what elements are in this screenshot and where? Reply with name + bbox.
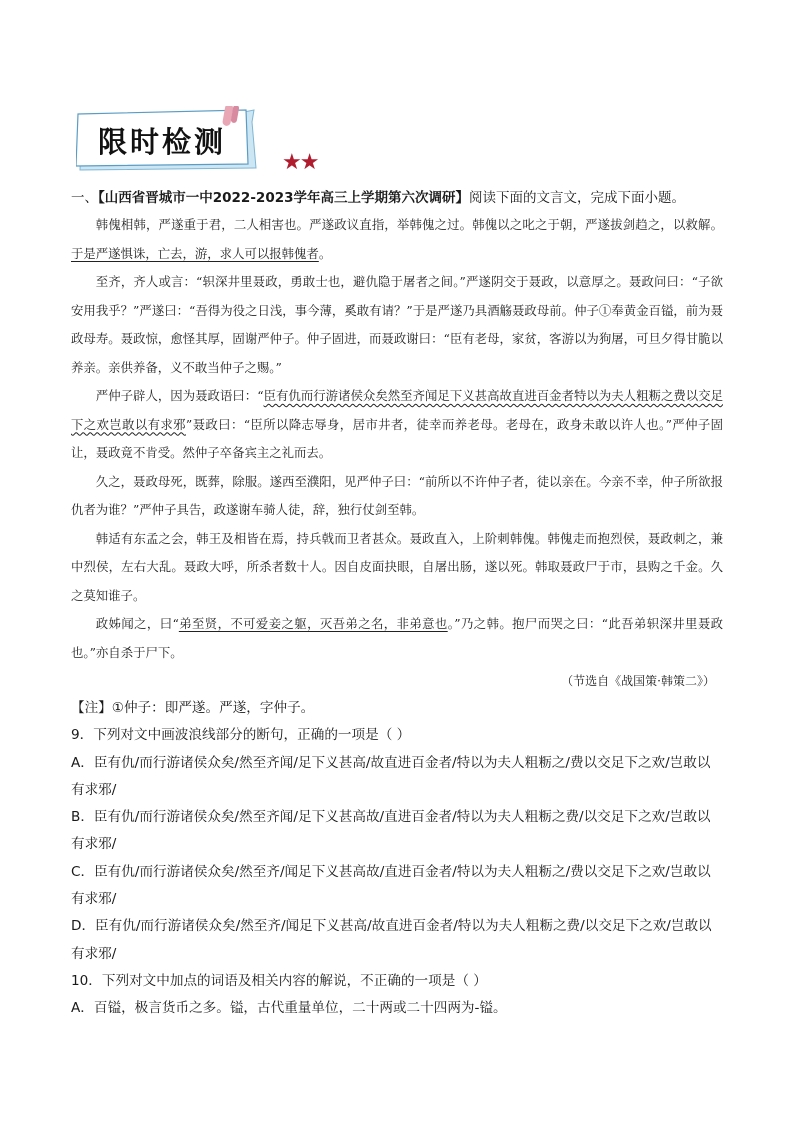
passage-paragraph: 至齐，齐人或言：“轵深井里聂政，勇敢士也，避仇隐于屠者之间。”严遂阴交于聂政，以意厚之。聂政问曰：“子欲安用我乎？”严遂曰：“吾得为役之日浅，事今薄，奚敢有请？”于是严遂乃具酒觞聂政母前。仲子①奉黄金百镒，前为聂政母寿。聂政惊，愈怪其厚，固谢严仲子。仲子固进，而聂政谢曰：“臣有老母，家贫，客游以为狗屠，可旦夕得甘脆以养亲。亲供养备，义不敢当仲子之赐。” xyxy=(71,274,723,375)
option-a-continued: 有求邪/ xyxy=(71,781,117,798)
wavy-underlined-sentence: 臣有仇而行游诸侯众矣然至齐闻足下义甚高故直进百金者特以为夫人粗粝之费以交足下之欢岂敢以有求邪 xyxy=(71,388,723,432)
passage-paragraph: 韩傀相韩，严遂重于君，二人相害也。严遂政议直指，举韩傀之过。韩傀以之叱之于朝，严遂拔剑趋之，以救解。于是严遂惧诛，亡去，游，求人可以报韩傀者。 xyxy=(71,217,723,261)
option-a: A．臣有仇/而行游诸侯众矣/然至齐闻/足下义甚高/故直进百金者/特以为夫人粗粝之/费以交足下之欢/岂敢以 xyxy=(71,754,711,771)
option-c-continued: 有求邪/ xyxy=(71,891,117,908)
passage-paragraph: 严仲子辟人，因为聂政语曰：“臣有仇而行游诸侯众矣然至齐闻足下义甚高故直进百金者特以为夫人粗粝之费以交足下之欢岂敢以有求邪”聂政曰：“臣所以降志辱身，居市井者，徒幸而养老母。老母在，政身未敢以许人也。”严仲子固让，聂政竟不肯受。然仲子卒备宾主之礼而去。 xyxy=(71,388,723,460)
option-d-continued: 有求邪/ xyxy=(71,945,117,962)
question-source: 【山西省晋城市一中2022-2023学年高三上学期第六次调研】 xyxy=(98,190,469,206)
option-b-continued: 有求邪/ xyxy=(71,836,117,853)
option-b: B．臣有仇/而行游诸侯众矣/然至齐闻/足下义甚高故/直进百金者/特以为夫人粗粝之费/以交足下之欢/岂敢以 xyxy=(71,809,711,826)
annotation-note: 【注】①仲子：即严遂。严遂，字仲子。 xyxy=(71,700,315,716)
passage-paragraph: 韩适有东孟之会，韩王及相皆在焉，持兵戟而卫者甚众。聂政直入，上阶刺韩傀。韩傀走而抱烈侯，聂政刺之，兼中烈侯，左右大乱。聂政大呼，所杀者数十人。因自皮面抉眼，自屠出肠，遂以死。韩取聂政尸于市，县购之千金。久之莫知谁子。 xyxy=(71,530,723,603)
passage-paragraph: 政姊闻之，曰“弟至贤，不可爱妾之躯，灭吾弟之名，非弟意也。”乃之韩。抱尸而哭之曰：“此吾弟轵深井里聂政也。”亦自杀于尸下。 xyxy=(71,616,724,660)
question-number: 一、 xyxy=(71,190,98,206)
underlined-sentence: 于是严遂惧诛，亡去，游，求人可以报韩傀者 xyxy=(71,245,319,261)
question-9-stem: 9．下列对文中画波浪线部分的断句，正确的一项是（ ） xyxy=(71,727,411,744)
question-instruction: 阅读下面的文言文，完成下面小题。 xyxy=(469,190,685,206)
option-d: D．臣有仇/而行游诸侯众矣/然至齐/闻足下义甚高/故直进百金者/特以为夫人粗粝之费/以交足下之欢/岂敢以 xyxy=(71,918,712,935)
questions xyxy=(71,695,723,1023)
question-header xyxy=(71,185,723,211)
document-body xyxy=(71,185,723,1023)
option-c: C．臣有仇/而行游诸侯众矣/然至齐/闻足下义甚高故/直进百金者/特以为夫人粗粝之/费以交足下之欢/岂敢以 xyxy=(71,863,711,880)
section-banner xyxy=(76,106,260,172)
question-10-option-a: A．百镒，极言货币之多。镒，古代重量单位，二十两或二十四两为-镒。 xyxy=(71,1000,507,1017)
passage-paragraph: 久之，聂政母死，既葬，除服。遂西至濮阳，见严仲子曰：“前所以不许仲子者，徒以亲在。今亲不幸，仲子所欲报仇者为谁？”严仲子具告，政遂谢车骑人徒，辞，独行仗剑至韩。 xyxy=(71,473,723,517)
difficulty-stars: ★★ xyxy=(282,150,318,175)
passage-source: （节选自《战国策·韩策二》） xyxy=(561,674,715,688)
question-10-stem: 10．下列对文中加点的词语及相关内容的解说，不正确的一项是（ ） xyxy=(71,972,487,989)
classical-passage xyxy=(71,211,723,667)
banner-title: 限时检测 xyxy=(98,125,227,159)
underlined-sentence: 弟至贤，不可爱妾之躯，灭吾弟之名，非弟意也 xyxy=(178,616,448,631)
